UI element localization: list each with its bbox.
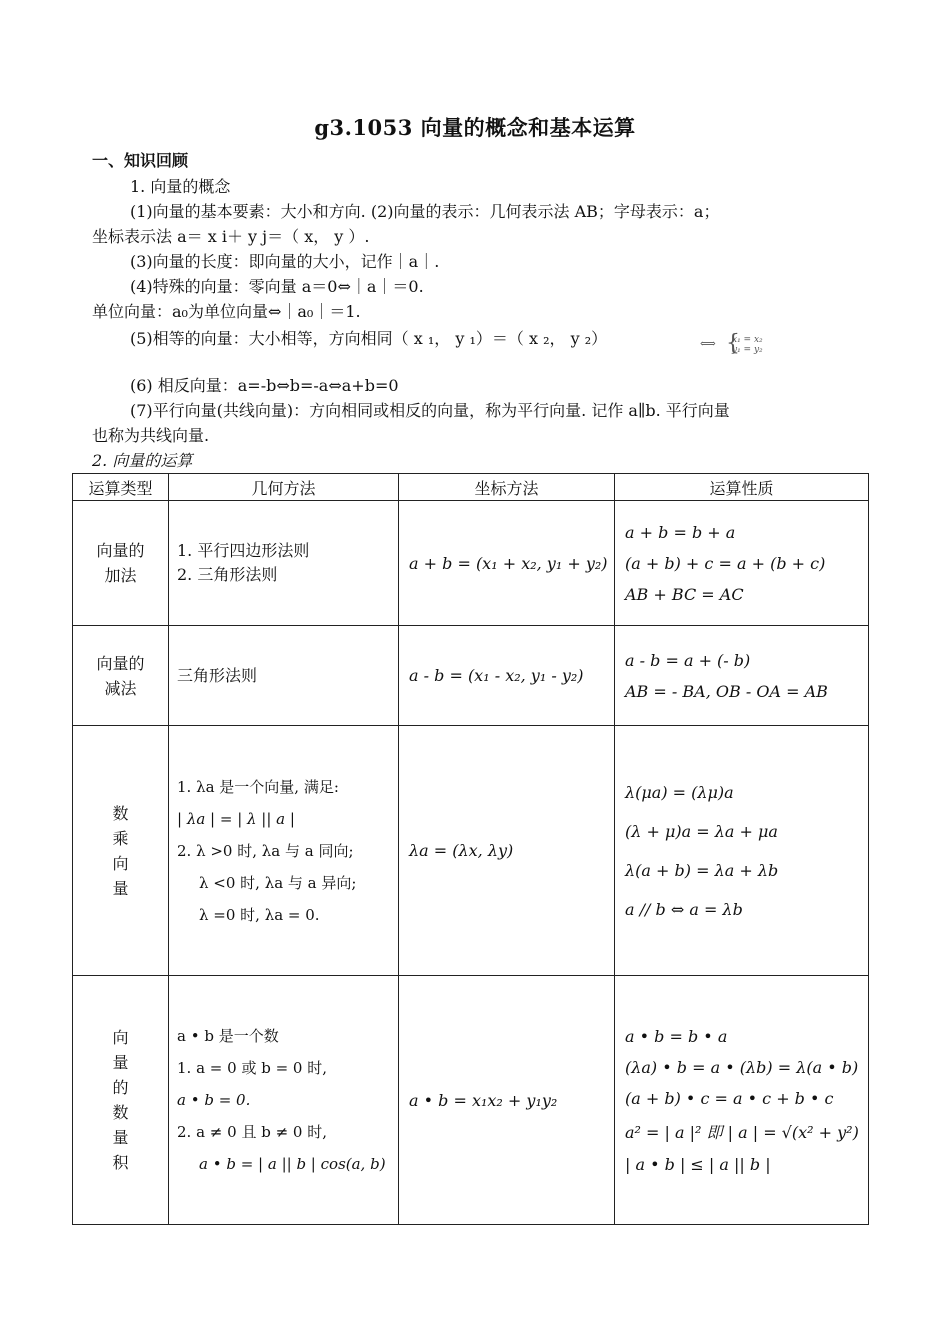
system-row-2: y₁ = y₂ bbox=[732, 345, 763, 355]
prop-line: (λ + μ)a = λa + μa bbox=[625, 821, 778, 841]
coord-cell: a + b = (x₁ + x₂, y₁ + y₂) bbox=[399, 501, 615, 626]
coord-cell: a - b = (x₁ - x₂, y₁ - y₂) bbox=[399, 626, 615, 726]
text-line-4: (4)特殊的向量：零向量 a＝0⇔｜a｜＝0. bbox=[130, 277, 424, 296]
equation-system bbox=[732, 335, 763, 355]
geo-line: λ =0 时, λa = 0. bbox=[199, 905, 320, 924]
system-row-1: x₁ = x₂ bbox=[732, 335, 763, 345]
section-heading: 一、知识回顾 bbox=[92, 151, 189, 170]
text-line-3: (3)向量的长度：即向量的大小，记作｜a｜. bbox=[130, 252, 440, 271]
prop-line: (a + b) • c = a • c + b • c bbox=[625, 1088, 834, 1108]
op-type: 向量的 加法 bbox=[96, 541, 145, 585]
geo-line: λ <0 时, λa 与 a 异向; bbox=[199, 873, 357, 892]
table-row bbox=[73, 726, 869, 976]
geo-line: a • b = 0. bbox=[177, 1091, 251, 1109]
operations-table bbox=[72, 473, 869, 1225]
prop-cell bbox=[615, 626, 869, 726]
geo-line: 2. 三角形法则 bbox=[177, 565, 278, 584]
geo-line: 2. λ >0 时, λa 与 a 同向; bbox=[177, 841, 354, 860]
prop-line: AB + BC = AC bbox=[625, 584, 744, 604]
geo-cell bbox=[169, 501, 399, 626]
text-line-8: (7)平行向量(共线向量)：方向相同或相反的向量，称为平行向量. 记作 a∥b. 平行向量 bbox=[130, 401, 730, 420]
prop-line: AB = - BA, OB - OA = AB bbox=[625, 681, 828, 701]
header-cell: 运算性质 bbox=[615, 474, 869, 501]
header-cell: 运算类型 bbox=[73, 474, 169, 501]
prop-line: (λa) • b = a • (λb) = λ(a • b) bbox=[625, 1057, 859, 1077]
text-line-7: (6) 相反向量：a=-b⇔b=-a⇔a+b=0 bbox=[130, 376, 399, 395]
prop-line: a • b = b • a bbox=[625, 1026, 728, 1046]
coord-cell: λa = (λx, λy) bbox=[399, 726, 615, 976]
text-line-5: 单位向量：a₀为单位向量⇔｜a₀｜＝1. bbox=[92, 302, 361, 321]
geo-cell bbox=[169, 976, 399, 1225]
table-header-row bbox=[73, 474, 869, 501]
text-line-1: (1)向量的基本要素：大小和方向. (2)向量的表示：几何表示法 AB；字母表示：a； bbox=[130, 202, 720, 221]
geo-line: 1. λa 是一个向量, 满足: bbox=[177, 777, 339, 796]
geo-line: 1. 平行四边形法则 bbox=[177, 541, 310, 560]
geo-line: 1. a = 0 或 b = 0 时, bbox=[177, 1059, 327, 1077]
op-type: 数 乘 向 量 bbox=[112, 803, 129, 898]
prop-line: a² = | a |² 即 | a | = √(x² + y²) bbox=[625, 1122, 859, 1142]
prop-cell bbox=[615, 726, 869, 976]
geo-line: 三角形法则 bbox=[177, 665, 258, 685]
text-line-9: 也称为共线向量. bbox=[92, 426, 210, 445]
text-line-6: (5)相等的向量：大小相等，方向相同（ x ₁， y ₁）＝（ x ₂， y ₂） bbox=[130, 329, 608, 348]
op-type-cell bbox=[73, 626, 169, 726]
op-type-cell bbox=[73, 976, 169, 1225]
geo-line: 2. a ≠ 0 且 b ≠ 0 时, bbox=[177, 1123, 327, 1141]
op-type-cell bbox=[73, 501, 169, 626]
table-row bbox=[73, 976, 869, 1225]
prop-line: λ(a + b) = λa + λb bbox=[625, 860, 779, 880]
table-row bbox=[73, 626, 869, 726]
concept-heading: 1. 向量的概念 bbox=[130, 177, 231, 196]
prop-line: λ(μa) = (λμ)a bbox=[625, 782, 734, 802]
geo-line: | λa | = | λ || a | bbox=[177, 809, 295, 828]
op-type: 向 量 的 数 量 积 bbox=[112, 1028, 129, 1172]
prop-line: a - b = a + (- b) bbox=[625, 650, 751, 670]
header-cell: 坐标方法 bbox=[399, 474, 615, 501]
prop-line: (a + b) + c = a + (b + c) bbox=[625, 553, 826, 573]
coord-cell: a • b = x₁x₂ + y₁y₂ bbox=[399, 976, 615, 1225]
prop-line: | a • b | ≤ | a || b | bbox=[625, 1154, 771, 1174]
text-line-2: 坐标表示法 a＝ x i＋ y j＝（ x， y ）. bbox=[92, 227, 370, 246]
prop-line: a + b = b + a bbox=[625, 522, 736, 542]
prop-line: a // b ⇔ a = λb bbox=[625, 899, 743, 919]
op-type: 向量的 减法 bbox=[96, 653, 145, 698]
prop-cell bbox=[615, 501, 869, 626]
iff-symbol: ⟺ bbox=[700, 337, 716, 350]
geo-line: a • b = | a || b | cos(a, b) bbox=[199, 1155, 386, 1173]
table-row bbox=[73, 501, 869, 626]
document-title: g3.1053 向量的概念和基本运算 bbox=[314, 115, 636, 140]
header-cell: 几何方法 bbox=[169, 474, 399, 501]
prop-cell bbox=[615, 976, 869, 1225]
geo-cell bbox=[169, 726, 399, 976]
op-type-cell bbox=[73, 726, 169, 976]
geo-cell bbox=[169, 626, 399, 726]
system-brace: { bbox=[726, 331, 740, 356]
ops-heading: 2. 向量的运算 bbox=[92, 451, 193, 470]
geo-line: a • b 是一个数 bbox=[177, 1027, 279, 1045]
